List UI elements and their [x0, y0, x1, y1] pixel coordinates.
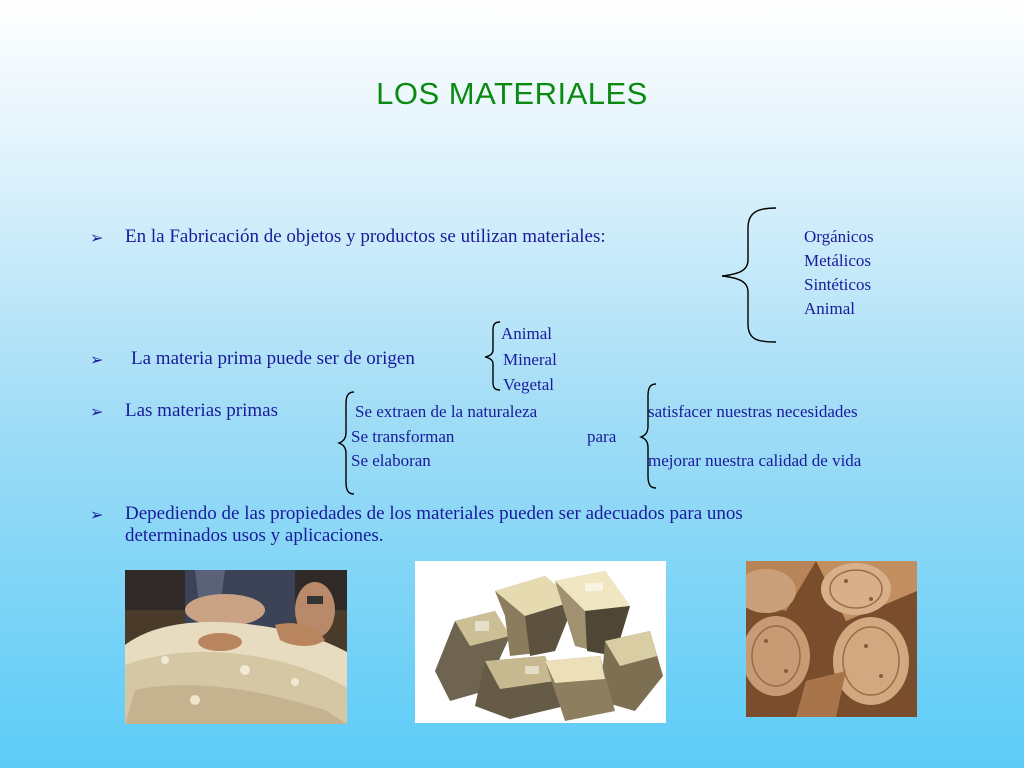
bullet-arrow-icon: ➢ [90, 505, 104, 524]
wool-shearing-photo [125, 570, 347, 724]
material-type-animal: Animal [804, 299, 855, 318]
material-type-synthetic: Sintéticos [804, 275, 872, 294]
bullet-arrow-icon: ➢ [90, 228, 104, 247]
bullet1-text: En la Fabricación de objetos y productos se utilizan materiales: [125, 226, 606, 247]
bullet-arrow-icon: ➢ [90, 350, 104, 369]
purpose-quality-of-life: mejorar nuestra calidad de vida [648, 451, 862, 470]
origin-animal: Animal [501, 324, 552, 343]
brace-purpose [638, 382, 660, 490]
bullet4-line2: determinados usos y aplicaciones. [125, 525, 384, 546]
brace-materials [718, 206, 780, 346]
pyrite-mineral-photo [415, 561, 666, 723]
bullet3-text: Las materias primas [125, 400, 279, 421]
bullet4-line1: Depediendo de las propiedades de los materiales pueden ser adecuados para unos [125, 503, 743, 524]
action-transform: Se transforman [351, 427, 455, 446]
origin-vegetal: Vegetal [503, 375, 554, 394]
cork-stoppers-photo [746, 561, 917, 717]
origin-mineral: Mineral [503, 350, 557, 369]
material-type-metallic: Metálicos [804, 251, 872, 270]
material-type-organic: Orgánicos [804, 227, 874, 246]
action-extract: Se extraen de la naturaleza [355, 402, 538, 421]
bullet-arrow-icon: ➢ [90, 402, 104, 421]
bullet2-text: La materia prima puede ser de origen [131, 348, 415, 369]
purpose-needs: satisfacer nuestras necesidades [648, 402, 858, 421]
connector-para: para [587, 427, 617, 446]
action-elaborate: Se elaboran [351, 451, 431, 470]
slide-title: LOS MATERIALES [376, 76, 648, 111]
